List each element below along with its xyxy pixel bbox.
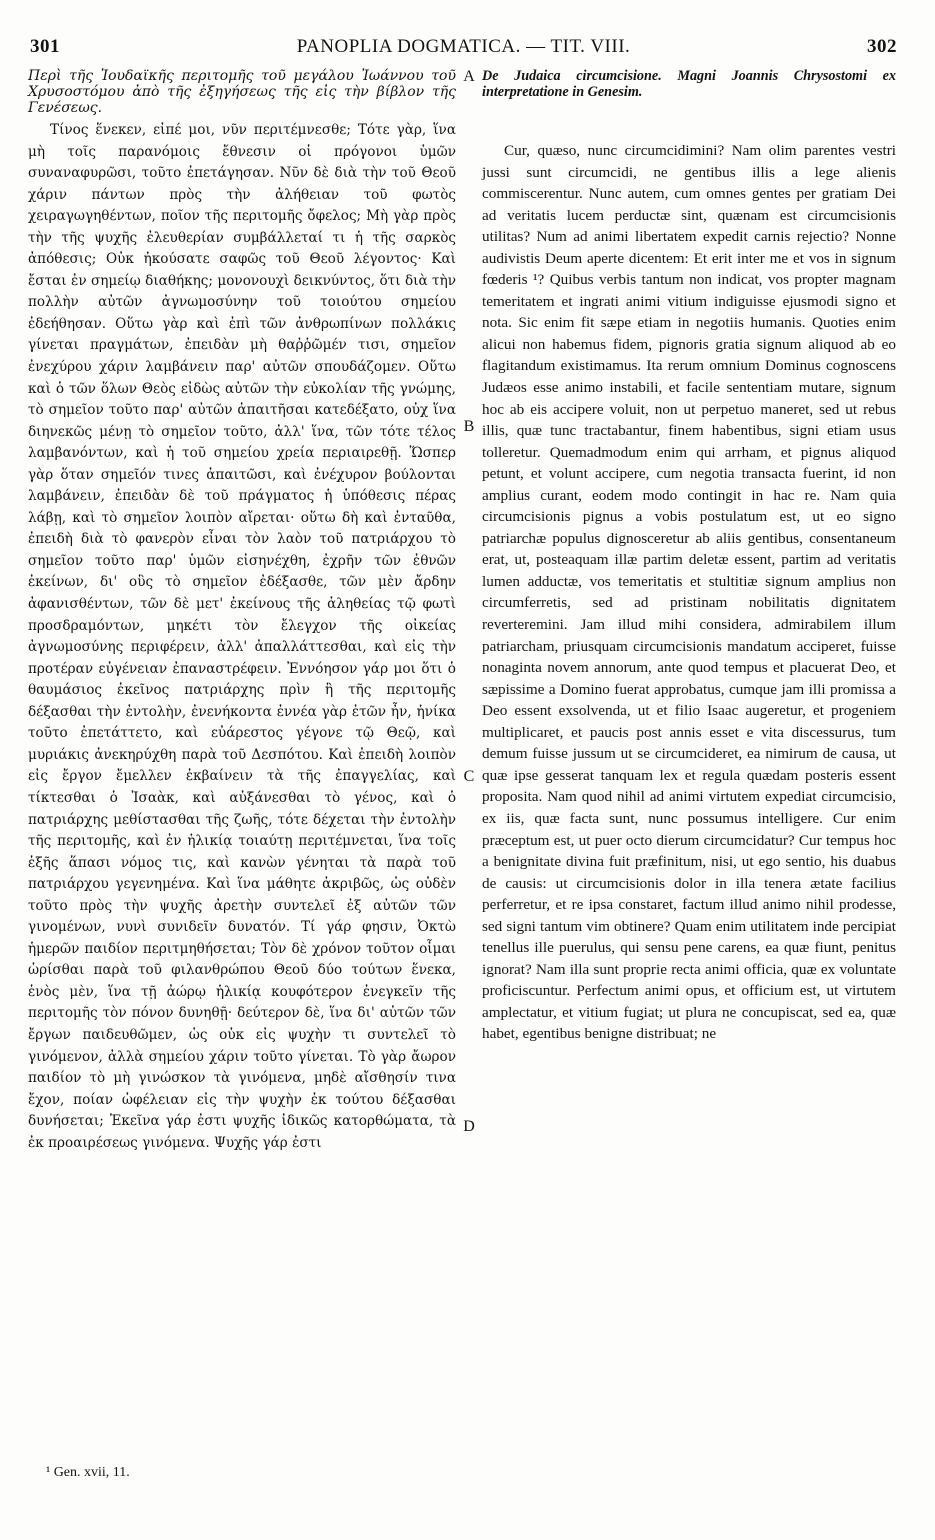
page-number-left: 301 <box>30 36 60 57</box>
latin-body: Cur, quæso, nunc circumcidimini? Nam olim parentes vestri jussi sunt circumcidi, ne gentibus illis a lege alienis commiscerentur. Nunc autem, cum omnes gentes per gratiam Dei ad veritatis lucem perductæ sint, quænam est circumcisionis utilitas? Num ad animi libertatem expedit carnis rejectio? Nonne audivistis Deum aperte dicentem: Et erit inter me et vos in signum fœderis ¹? Quibus verbis tantum non indicat, vos propter magnam temeritatem et ingrati animi vitium indiguisse ejusmodi signo et nota. Sic enim fit sæpe etiam in negotiis humanis. Quoties enim alicui non habemus fidem, pignoris gratia signum aliquod ab eo flagitandum existimamus. Ita rerum omnium Dominus cognoscens Judæos esse animo instabili, et facile sententiam mutare, signum hoc ab eis accipere voluit, non ut perpetuo maneret, sed ut rebus illis, quæ tunc tractabantur, finem habentibus, signi etiam usus tolleretur. Quemadmodum enim qui arrham, et pignus aliquod petunt, et volunt accipere, cum negotia transacta fuerint, id non amplius curant, eodem modo contingit in hac re. Nam quia circumcisionis pignus a vobis postulatum est, ut eo signo patriarchæ populus dignosceretur ab aliis gentibus, consentaneum erat, ut, posteaquam illæ partim deletæ essent, partim ad veritatis lumen adductæ, vos temeritatis et stultitiæ signum amplius non circumferretis, sed ad pristinam nobilitatis dignitatem reverteremini. Jam illud mihi considera, admirabilem illum patriarcham, priusquam circumcisionis mandatum acciperet, fuisse nonaginta novem annorum, ante quod tempus et placuerat Deo, et sæpissime a Domino fuerat approbatus, cumque jam illi promissa a Deo essent exsolvenda, ut et filio Isaac augeretur, et progeniem multiplicaret, et paucis post annis esset e vita discessurus, tum demum fuisse jussum ut se circumcideret, ea nimirum de causa, ut quæ ipse gesserat tanquam lex et regula quædam posteris essent proposita. Nam quod nihil ad animi virtutem expediat circumcisio, ex iis, quæ facta sunt, nunc possumus intelligere. Cur enim præceptum est, ut puer octo dierum circumcidatur? Cur tempus hoc a benignitate divina fuit præfinitum, nisi, ut ego sentio, his duabus de causis: ut circumcisionis dolor in illa tenera ætate facilius perferretur, et re ipsa constaret, factum illud animo nihil prodesse, sed signi tantum vim obtinere? Quam enim utilitatem inde percipiat tenellus ille puerulus, qui sensu pene carens, ea quæ fiunt, penitus ignorat? Nam illa sunt proprie recta animi officia, quæ ex voluntate proficiscuntur. Perfectum animi opus, et officium est, ut virtutem amplectatur, et vitium fugiat; ut plura ne concupiscat, sed ea, quæ habet, egentibus benigne distribuat; ne <box>482 142 896 1043</box>
greek-column <box>28 68 456 1154</box>
section-marker-d: D <box>463 1118 475 1135</box>
running-head <box>30 36 897 60</box>
section-marker-b: B <box>463 418 475 435</box>
section-marker-c: C <box>463 768 475 785</box>
latin-heading: De Judaica circumcisione. Magni Joannis Chrysostomi ex interpretatione in Genesim. <box>482 68 896 100</box>
page-number-right: 302 <box>867 36 897 57</box>
greek-body: Τίνος ἕνεκεν, εἰπέ μοι, νῦν περιτέμνεσθε; Τότε γὰρ, ἵνα μὴ τοῖς παρανόμοις ἔθνεσιν οἱ πρόγονοι ὑμῶν συναναφυρῶσι, τοῦτο ἐπετάγησαν. Νῦν δὲ διὰ τὴν τοῦ Θεοῦ χάριν πάντων πρὸς τὴν ἀλήθειαν τοῦ φωτὸς χειραγωγηθέντων, ποῖον τῆς περιτομῆς ὄφελος; Μὴ γὰρ πρὸς τὴν τῆς ψυχῆς ἐλευθερίαν συμβάλλεταί τι ἡ τῆς σαρκὸς ἀπόθεσις; Οὐκ ἠκούσατε σαφῶς τοῦ Θεοῦ λέγοντος· Καὶ ἔσται ἐν σημείῳ διαθήκης; μονονουχὶ δεικνύντος, ὅτι διὰ τὴν πολλὴν αὐτῶν ἀγνωμοσύνην τοῦ τοιούτου σημείου ἐδεήθησαν. Οὕτω γὰρ καὶ ἐπὶ τῶν ἀνθρωπίνων πολλάκις γίνεται πραγμάτων, ἐπειδὰν μὴ θαῤῥῶμέν τισι, σημεῖον ἐνεχύρου χάριν λαμβάνειν παρ' αὐτῶν σπουδάζομεν. Οὕτω καὶ ὁ τῶν ὅλων Θεὸς εἰδὼς αὐτῶν τὴν εὐκολίαν τῆς γνώμης, τὸ σημεῖον τοῦτο παρ' αὐτῶν ἀπαιτῆσαι κατεδέξατο, οὐχ ἵνα διηνεκῶς μένῃ τὸ σημεῖον τοῦτο, ἀλλ' ἵνα, τῶν τότε τέλος λαμβανόντων, καὶ ἡ τοῦ σημείου χρεία περιαιρεθῇ. Ὥσπερ γὰρ ὅταν σημεῖόν τινες ἀπαιτῶσι, καὶ ἐνέχυρον βούλονται λαμβάνειν, ἐπειδὰν δὲ τοῦ πράγματος ἡ ὑπόθεσις πέρας λάβῃ, καὶ τὸ σημεῖον λοιπὸν αἴρεται· οὕτω δὴ καὶ ἐνταῦθα, ἐπειδὴ διὰ τὸ φανερὸν εἶναι τὸν λαὸν τοῦ πατριάρχου τὸ σημεῖον τοῦτο παρ' ὑμῶν εἰσηνέχθη, ἐχρῆν τῶν ἐθνῶν ἐκείνων, δι' οὓς τὸ σημεῖον ἐδέξασθε, τῶν μὲν ἄρδην ἀφανισθέντων, τῶν δὲ μετ' ἐκείνους τῆς ἀληθείας τῷ φωτὶ προσδραμόντων, μηκέτι τὸν ἔλεγχον τῆς οἰκείας ἀγνωμοσύνης περιφέρειν, ἀλλ' ἀπαλλάττεσθαι, καὶ εἰς τὴν προτέραν εὐγένειαν ἐπαναστρέφειν. Ἐννόησον γάρ μοι ὅτι ὁ θαυμάσιος ἐκεῖνος πατριάρχης πρὶν ἢ τῆς περιτομῆς δέξασθαι τὴν ἐντολὴν, ἐνενήκοντα ἐννέα γὰρ ἐτῶν ἦν, ἡνίκα τοῦτο ἐπετάττετο, καὶ εὐάρεστος γέγονε τῷ Θεῷ, καὶ μυριάκις ἀνεκηρύχθη παρὰ τοῦ Δεσπότου. Καὶ ἐπειδὴ λοιπὸν εἰς ἔργον ἔμελλεν ἐκβαίνειν τὰ τῆς ἐπαγγελίας, καὶ τίκτεσθαι ὁ Ἰσαὰκ, καὶ αὐξάνεσθαι τὸ γένος, καὶ ὁ πατριάρχης μεθίστασθαι τῆς ζωῆς, τότε δέχεται τὴν ἐντολὴν τῆς περιτομῆς, καὶ ἐν ἡλικίᾳ τοιαύτῃ περιτέμνεται, ἵνα τοῖς ἑξῆς ἅπασι νόμος τις, καὶ κανὼν γένηται τὰ παρὰ τοῦ πατριάρχου γεγενημένα. Καὶ ἵνα μάθητε ἀκριβῶς, ὡς οὐδὲν τοῦτο πρὸς τὴν ψυχῆς ἀρετὴν συντελεῖ ἐξ αὐτῶν τῶν γινομένων, νυνὶ συνιδεῖν δυνατόν. Τί γάρ φησιν, Ὀκτὼ ἡμερῶν παιδίον περιτμηθήσεται; Τὸν δὲ χρόνον τοῦτον οἶμαι ὡρίσθαι παρὰ τοῦ φιλανθρώπου Θεοῦ δύο τούτων ἕνεκα, ἑνὸς μὲν, ἵνα τῇ ἀώρῳ ἡλικίᾳ κουφότερον ἐνεγκεῖν τῆς περιτομῆς τὸν πόνον δυνηθῇ· δεύτερον δὲ, ἵνα δι' αὐτῶν τῶν ἔργων παιδευθῶμεν, ὡς οὐκ εἰς ψυχὴν τι συντελεῖ τὸ γινόμενον, ἀλλὰ σημείου χάριν τοῦτο γίνεται. Τὸ γὰρ ἄωρον παιδίον τὸ μὴ γινώσκον τὰ γινόμενα, μηδὲ αἴσθησίν τινα ἔχον, ποίαν ὠφέλειαν εἰς τὴν ψυχὴν ἐκ τούτου δέξασθαι δυνήσεται; Ἐκεῖνα γάρ ἐστι ψυχῆς ἰδικῶς κατορθώματα, τὰ ἐκ προαιρέσεως γινόμενα. Ψυχῆς γάρ ἐστι <box>28 122 456 1151</box>
greek-heading: Περὶ τῆς Ἰουδαϊκῆς περιτομῆς τοῦ μεγάλου Ἰωάννου τοῦ Χρυσοστόμου ἀπὸ τῆς ἐξηγήσεως τῆς εἰς τὴν βίβλον τῆς Γενέσεως. <box>28 68 456 116</box>
footnote: ¹ Gen. xvii, 11. <box>46 1465 130 1480</box>
running-title: PANOPLIA DOGMATICA. — TIT. VIII. <box>296 36 631 57</box>
latin-column <box>482 68 896 1045</box>
section-marker-a: A <box>463 68 475 85</box>
